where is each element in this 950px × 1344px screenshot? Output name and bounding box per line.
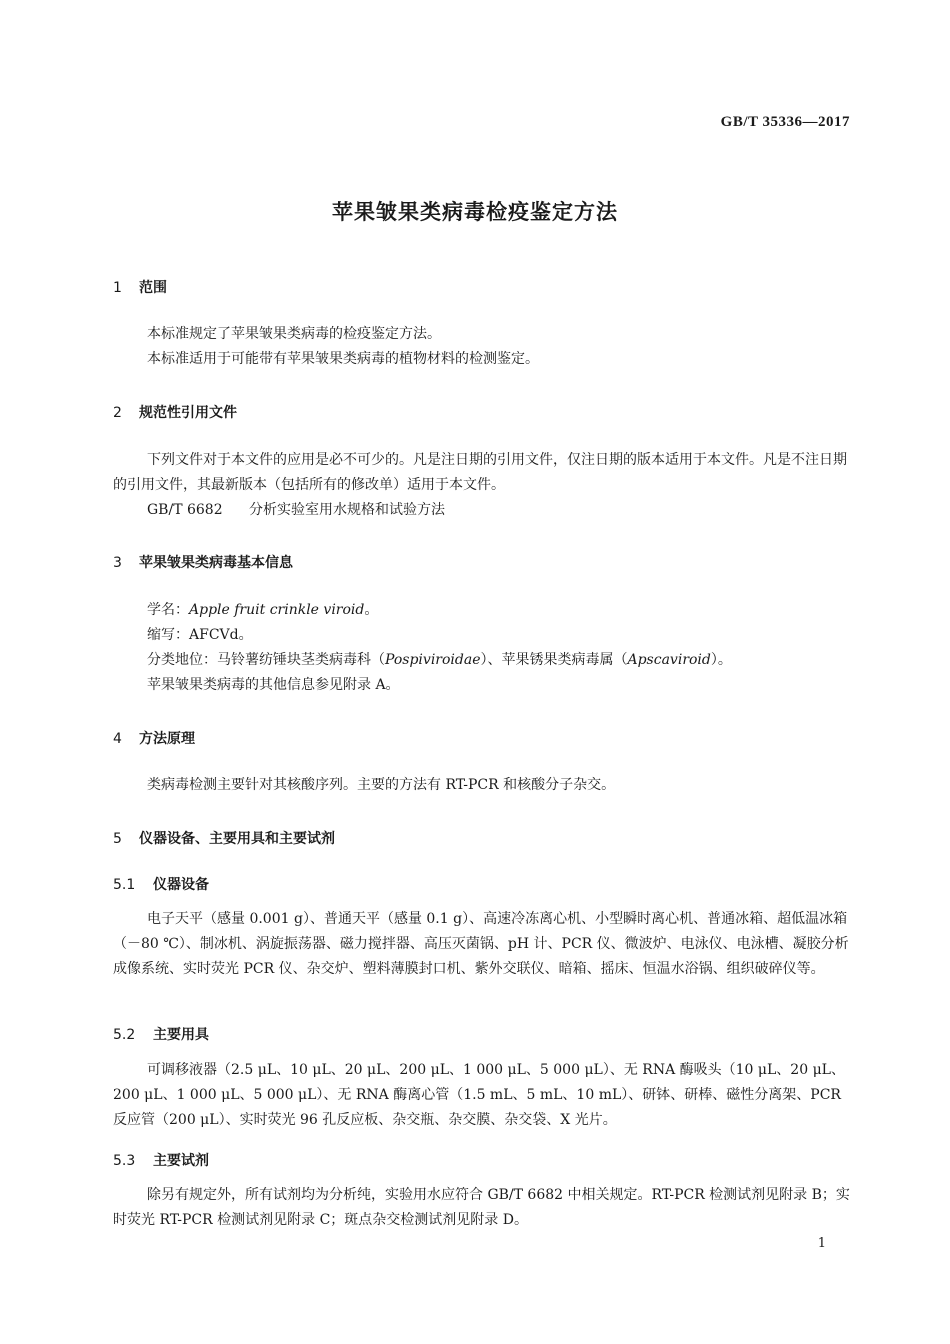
- other-info-line: 苹果皱果类病毒的其他信息参见附录 A。: [147, 677, 400, 693]
- section-2-heading: [113, 402, 237, 422]
- reference-entry: [147, 498, 445, 523]
- subsection-5-2-heading: [113, 1024, 209, 1044]
- section-4-heading: [113, 728, 195, 748]
- section-title: 范围: [139, 280, 167, 296]
- subsection-5-1-heading: [113, 874, 209, 894]
- subsection-number: 5.2: [113, 1027, 136, 1043]
- scientific-name-line: [147, 598, 378, 623]
- scientific-name-value: Apple fruit crinkle viroid: [189, 602, 365, 618]
- page-number: 1: [817, 1236, 826, 1251]
- reference-title: 分析实验室用水规格和试验方法: [249, 502, 445, 518]
- taxonomy-line: [147, 648, 732, 673]
- subsection-title: 主要试剂: [153, 1153, 209, 1169]
- taxonomy-label: 分类地位：马铃薯纺锤块茎类病毒科（: [147, 652, 385, 668]
- subsection-5-3-heading: [113, 1150, 209, 1170]
- section-number: 3: [113, 555, 122, 571]
- taxonomy-family: Pospiviroidae: [385, 652, 481, 668]
- section-title: 仪器设备、主要用具和主要试剂: [139, 831, 335, 847]
- section-number: 1: [113, 280, 122, 296]
- scope-paragraph-2: 本标准适用于可能带有苹果皱果类病毒的植物材料的检测鉴定。: [147, 351, 539, 367]
- section-title: 规范性引用文件: [139, 405, 237, 421]
- section-number: 4: [113, 731, 122, 747]
- scope-paragraph-1: 本标准规定了苹果皱果类病毒的检疫鉴定方法。: [147, 326, 441, 342]
- section-3-heading: [113, 552, 293, 572]
- section-5-heading: [113, 828, 335, 848]
- subsection-number: 5.3: [113, 1153, 136, 1169]
- section-title: 方法原理: [139, 731, 195, 747]
- section-number: 5: [113, 831, 122, 847]
- method-principle-paragraph: 类病毒检测主要针对其核酸序列。主要的方法有 RT-PCR 和核酸分子杂交。: [147, 777, 616, 793]
- reagents-paragraph: 除另有规定外，所有试剂均为分析纯，实验用水应符合 GB/T 6682 中相关规定。RT-PCR 检测试剂见附录 B；实时荧光 RT-PCR 检测试剂见附录 C；斑点杂交检测试剂见附录 D。: [113, 1187, 850, 1228]
- section-1-heading: [113, 277, 167, 297]
- section-number: 2: [113, 405, 122, 421]
- reference-code: GB/T 6682: [147, 502, 223, 518]
- standard-code: GB/T 35336—2017: [720, 114, 850, 130]
- tools-paragraph: 可调移液器（2.5 μL、10 μL、20 μL、200 μL、1 000 μL、5 000 μL）、无 RNA 酶吸头（10 μL、20 μL、200 μL、1 000 μL、5 000 μL）、无 RNA 酶离心管（1.5 mL、5 mL、10 mL）、研钵、研棒、磁性分离架、PCR 反应管（200 μL）、实时荧光 96 孔反应板、杂交瓶、杂交膜、杂交袋、X 光片。: [113, 1062, 845, 1128]
- instruments-paragraph: 电子天平（感量 0.001 g）、普通天平（感量 0.1 g）、高速冷冻离心机、小型瞬时离心机、普通冰箱、超低温冰箱（－80 ℃）、制冰机、涡旋振荡器、磁力搅拌器、高压灭菌锅、pH 计、PCR 仪、微波炉、电泳仪、电泳槽、凝胶分析成像系统、实时荧光 PCR 仪、杂交炉、塑料薄膜封口机、紫外交联仪、暗箱、摇床、恒温水浴锅、组织破碎仪等。: [113, 911, 849, 977]
- document-title: 苹果皱果类病毒检疫鉴定方法: [332, 200, 618, 224]
- subsection-number: 5.1: [113, 877, 136, 893]
- taxonomy-genus: Apscaviroid: [627, 652, 711, 668]
- normative-references-paragraph: 下列文件对于本文件的应用是必不可少的。凡是注日期的引用文件，仅注日期的版本适用于本文件。凡是不注日期的引用文件，其最新版本（包括所有的修改单）适用于本文件。: [113, 452, 847, 493]
- scientific-name-end: 。: [364, 602, 379, 618]
- subsection-title: 主要用具: [153, 1027, 209, 1043]
- scientific-name-label: 学名：: [147, 602, 189, 618]
- abbreviation-line: 缩写：AFCVd。: [147, 627, 253, 643]
- taxonomy-mid: ）、苹果锈果类病毒属（: [480, 652, 628, 668]
- section-title: 苹果皱果类病毒基本信息: [139, 555, 293, 571]
- subsection-title: 仪器设备: [153, 877, 209, 893]
- taxonomy-end: ）。: [710, 652, 732, 668]
